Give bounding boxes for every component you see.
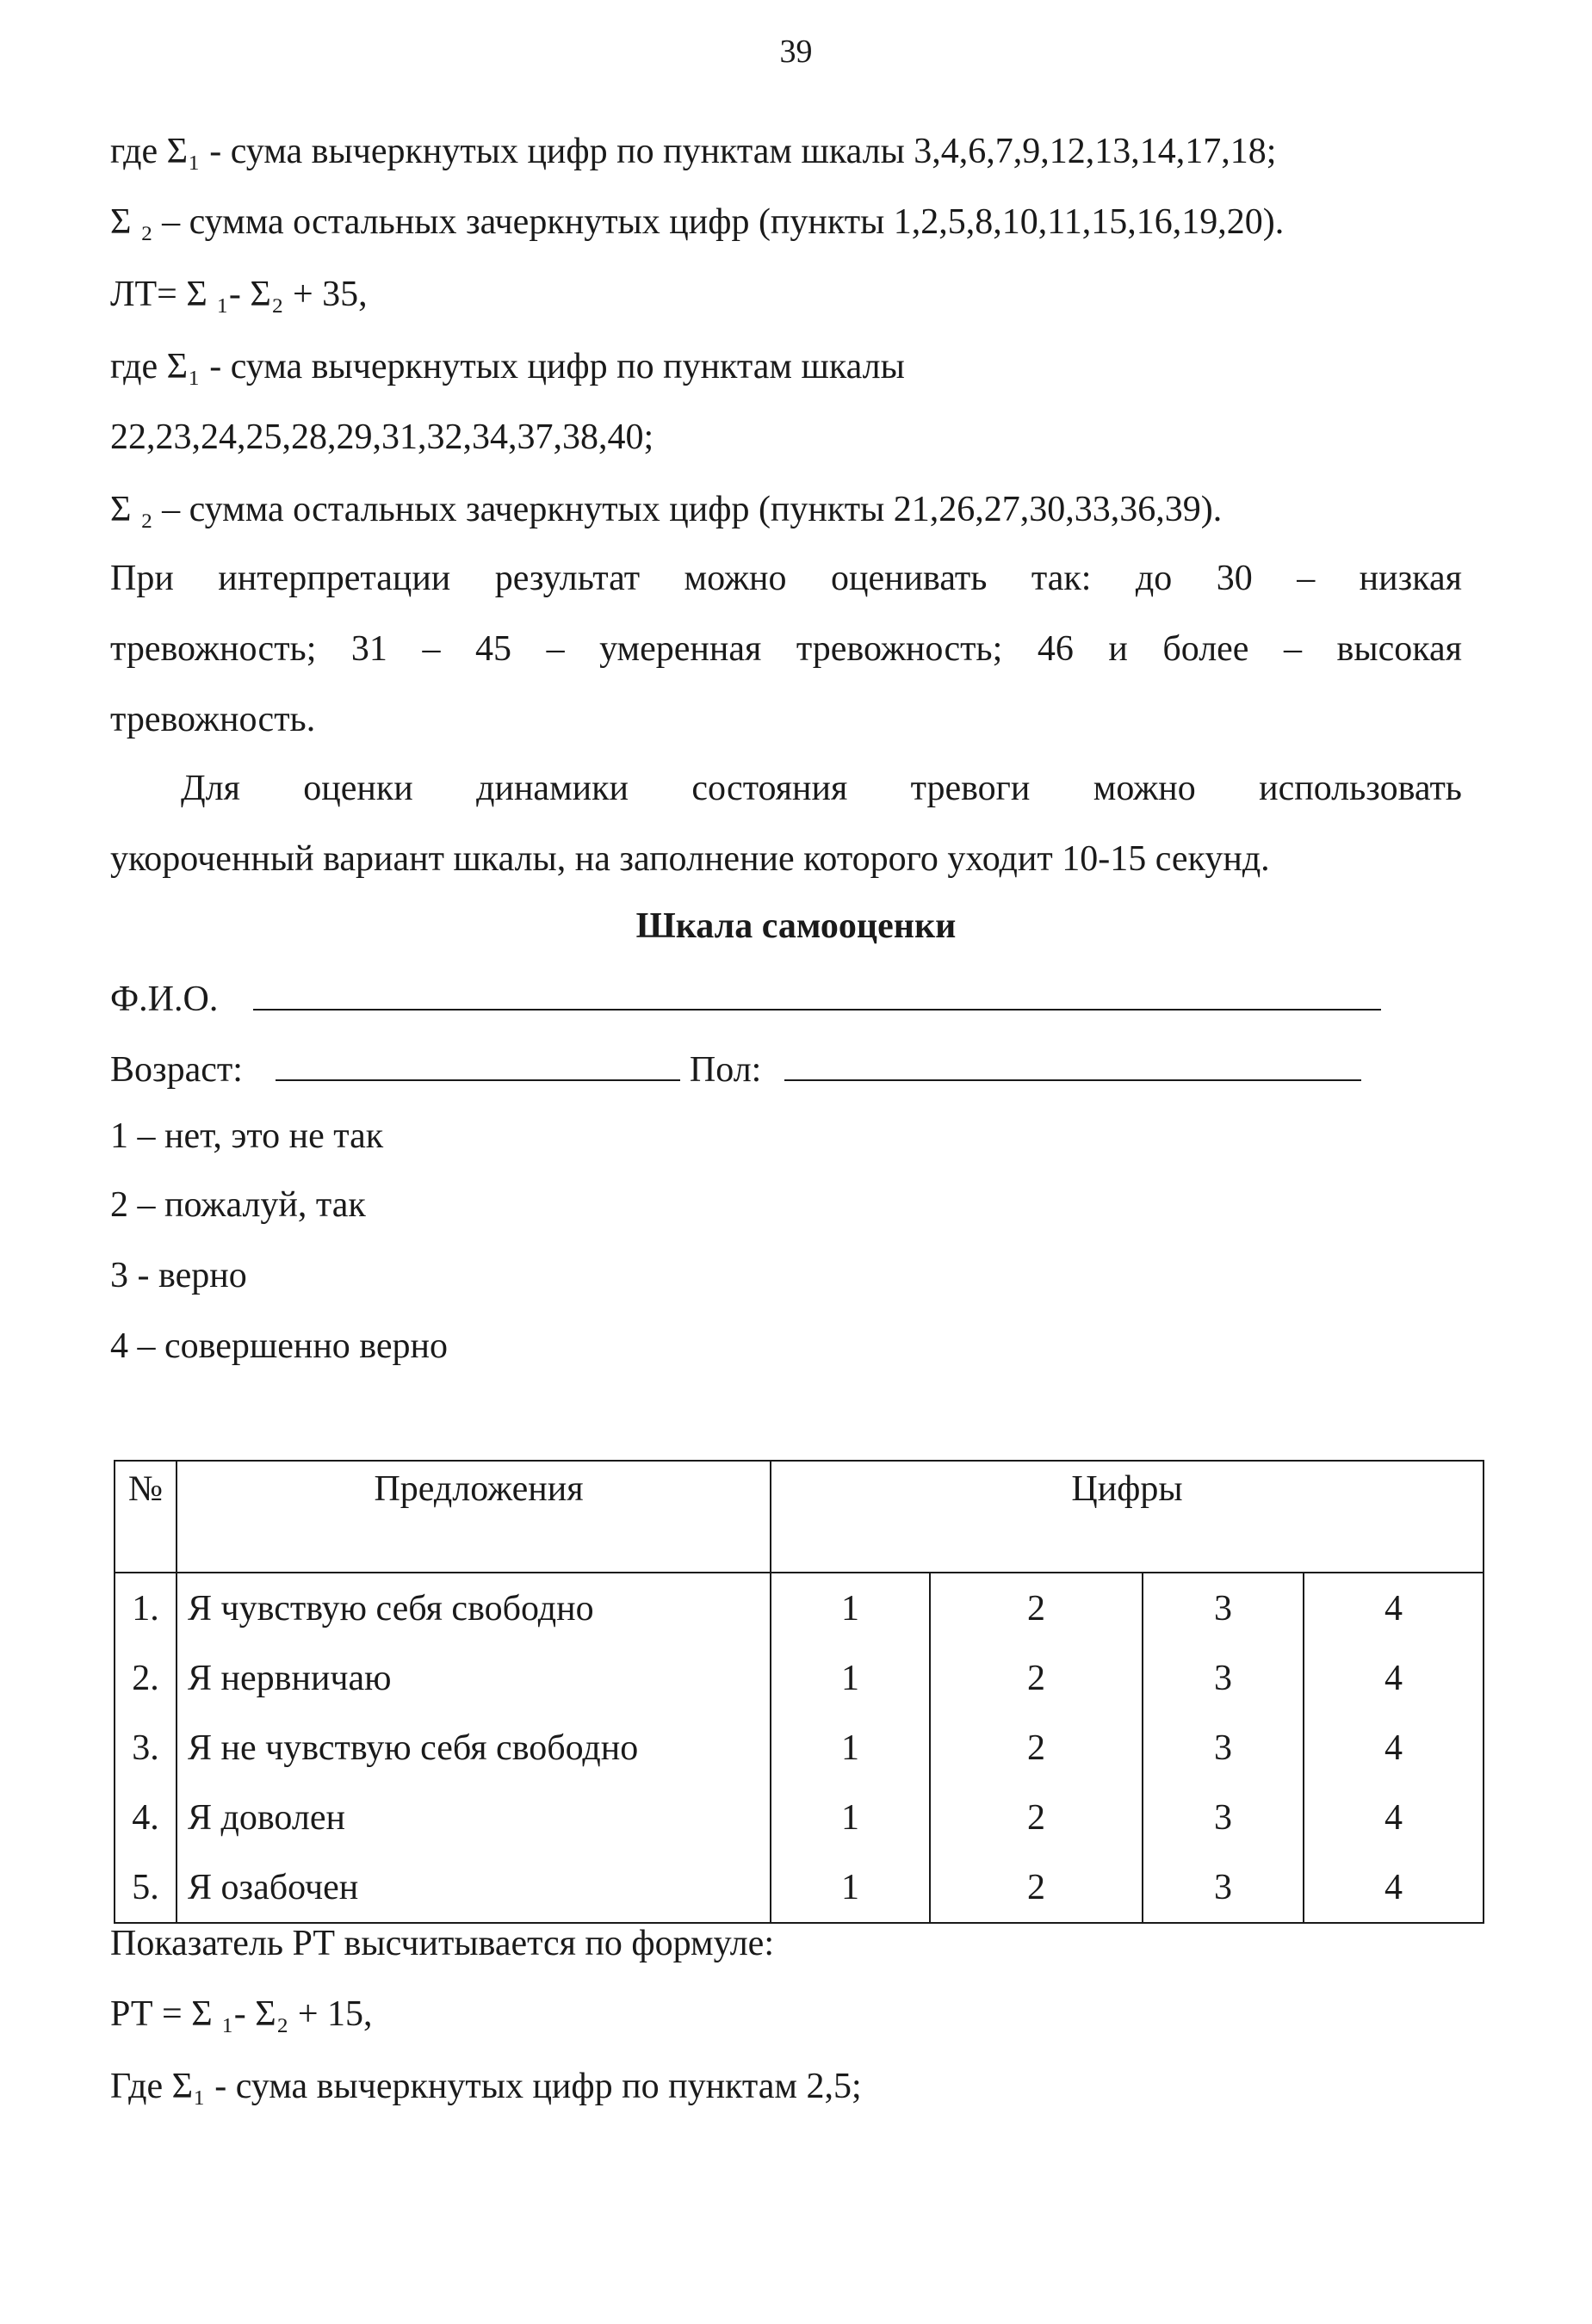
word: тревоги	[910, 769, 1031, 808]
name-input-line[interactable]	[253, 974, 1381, 1011]
name-label: Ф.И.О.	[110, 980, 219, 1019]
row-number: 1.	[115, 1573, 177, 1643]
word: интерпретации	[218, 559, 451, 598]
header-digits: Цифры	[771, 1461, 1484, 1573]
row-statement: Я не чувствую себя свободно	[177, 1713, 771, 1783]
word: и	[1108, 629, 1128, 669]
word: использовать	[1259, 769, 1462, 808]
table-header-row	[115, 1461, 1484, 1573]
word: 46	[1037, 629, 1074, 669]
self-assessment-table	[114, 1460, 1484, 1924]
age-sex-row	[110, 1045, 1361, 1092]
word: тревожность;	[110, 629, 317, 669]
sex-input-line[interactable]	[784, 1045, 1361, 1081]
digit-cell[interactable]: 2	[930, 1643, 1143, 1713]
word: состояния	[691, 769, 848, 808]
legend-item: 3 - верно	[110, 1256, 247, 1295]
word: более	[1162, 629, 1249, 669]
word: до	[1135, 559, 1173, 598]
header-statements: Предложения	[177, 1461, 771, 1573]
text-line: Σ ₂ – сумма остальных зачеркнутых цифр (пункты 1,2,5,8,10,11,15,16,19,20).	[110, 202, 1285, 242]
word: результат	[494, 559, 641, 598]
interpretation-line-2	[110, 627, 1462, 671]
header-number: №	[115, 1461, 177, 1573]
word: 31	[350, 629, 387, 669]
word: можно	[684, 559, 787, 598]
text-line: Показатель РТ высчитывается по формуле:	[110, 1924, 774, 1963]
digit-cell[interactable]: 3	[1143, 1852, 1304, 1923]
interpretation-line-1	[110, 556, 1462, 601]
digit-cell[interactable]: 4	[1304, 1643, 1484, 1713]
digit-cell[interactable]: 3	[1143, 1713, 1304, 1783]
digit-cell[interactable]: 4	[1304, 1852, 1484, 1923]
row-statement: Я чувствую себя свободно	[177, 1573, 771, 1643]
text-line: где Σ₁ - сума вычеркнутых цифр по пунктам шкалы 3,4,6,7,9,12,13,14,17,18;	[110, 132, 1277, 171]
word: оценивать	[830, 559, 988, 598]
digit-cell[interactable]: 3	[1143, 1643, 1304, 1713]
word: –	[1297, 559, 1316, 598]
word: низкая	[1359, 559, 1462, 598]
name-field-row	[110, 974, 1381, 1022]
formula-rt: РТ = Σ ₁- Σ₂ + 15,	[110, 1994, 373, 2034]
table-row	[115, 1852, 1484, 1923]
row-number: 4.	[115, 1783, 177, 1852]
row-statement: Я доволен	[177, 1783, 771, 1852]
text-line: Σ ₂ – сумма остальных зачеркнутых цифр (пункты 21,26,27,30,33,36,39).	[110, 490, 1223, 529]
word: –	[546, 629, 565, 669]
digit-cell[interactable]: 1	[771, 1783, 930, 1852]
legend-item: 1 – нет, это не так	[110, 1116, 384, 1156]
text-line: где Σ₁ - сума вычеркнутых цифр по пунктам шкалы	[110, 347, 905, 386]
digit-cell[interactable]: 2	[930, 1713, 1143, 1783]
row-number: 3.	[115, 1713, 177, 1783]
digit-cell[interactable]: 2	[930, 1852, 1143, 1923]
digit-cell[interactable]: 4	[1304, 1783, 1484, 1852]
age-input-line[interactable]	[276, 1045, 680, 1081]
table-row	[115, 1713, 1484, 1783]
table-row	[115, 1643, 1484, 1713]
word: 30	[1216, 559, 1253, 598]
word: можно	[1093, 769, 1196, 808]
digit-cell[interactable]: 4	[1304, 1573, 1484, 1643]
word: высокая	[1336, 629, 1462, 669]
word: При	[110, 559, 174, 598]
word: оценки	[303, 769, 413, 808]
table-row	[115, 1573, 1484, 1643]
word: Для	[181, 769, 240, 808]
word: динамики	[476, 769, 629, 808]
row-statement: Я озабочен	[177, 1852, 771, 1923]
sex-label: Пол:	[689, 1050, 762, 1090]
page-number: 39	[779, 34, 813, 70]
digit-cell[interactable]: 3	[1143, 1783, 1304, 1852]
legend-item: 2 – пожалуй, так	[110, 1185, 366, 1225]
digit-cell[interactable]: 3	[1143, 1573, 1304, 1643]
row-number: 5.	[115, 1852, 177, 1923]
digit-cell[interactable]: 1	[771, 1573, 930, 1643]
word: так:	[1031, 559, 1092, 598]
word: 45	[475, 629, 512, 669]
digit-cell[interactable]: 2	[930, 1573, 1143, 1643]
legend-item: 4 – совершенно верно	[110, 1326, 449, 1366]
text-line: тревожность.	[110, 700, 316, 739]
digit-cell[interactable]: 1	[771, 1852, 930, 1923]
text-line: 22,23,24,25,28,29,31,32,34,37,38,40;	[110, 417, 654, 457]
digit-cell[interactable]: 1	[771, 1643, 930, 1713]
row-statement: Я нервничаю	[177, 1643, 771, 1713]
digit-cell[interactable]: 2	[930, 1783, 1143, 1852]
word: умеренная	[599, 629, 762, 669]
word: тревожность;	[796, 629, 1003, 669]
text-line: укороченный вариант шкалы, на заполнение которого уходит 10-15 секунд.	[110, 839, 1270, 879]
paragraph-line-1	[181, 766, 1462, 811]
table-row	[115, 1783, 1484, 1852]
text-line: Где Σ₁ - сума вычеркнутых цифр по пунктам 2,5;	[110, 2067, 862, 2106]
digit-cell[interactable]: 1	[771, 1713, 930, 1783]
scale-title: Шкала самооценки	[635, 906, 957, 946]
row-number: 2.	[115, 1643, 177, 1713]
word: –	[422, 629, 441, 669]
digit-cell[interactable]: 4	[1304, 1713, 1484, 1783]
formula-lt: ЛТ= Σ ₁- Σ₂ + 35,	[110, 275, 368, 314]
word: –	[1284, 629, 1302, 669]
age-label: Возраст:	[110, 1050, 243, 1090]
